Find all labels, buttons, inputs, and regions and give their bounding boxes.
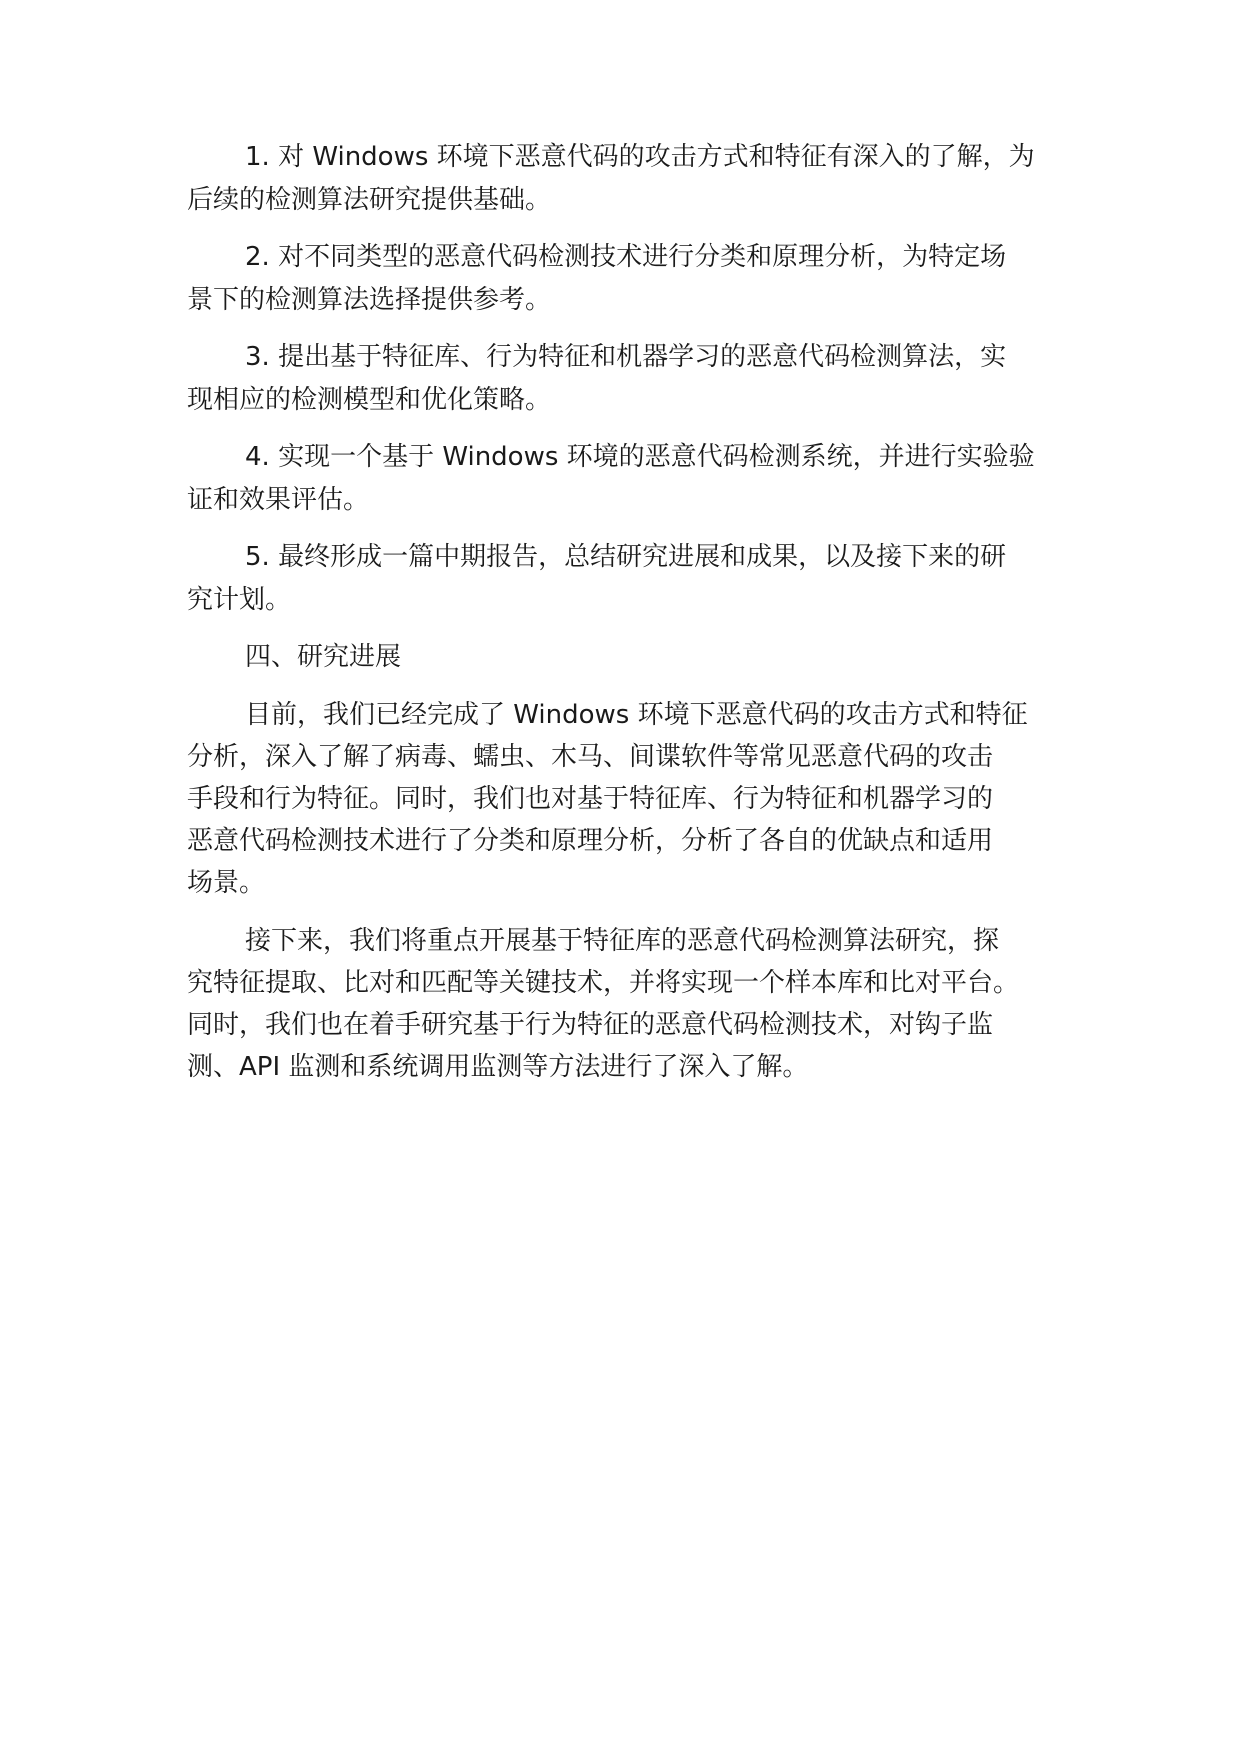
goal-3-line-2: 现相应的检测模型和优化策略。 xyxy=(187,385,552,415)
goal-3-line-1: 3. 提出基于特征库、行为特征和机器学习的恶意代码检测算法，实 xyxy=(245,342,1007,372)
progress-next-line-1: 接下来，我们将重点开展基于特征库的恶意代码检测算法研究，探 xyxy=(245,926,1000,956)
progress-current-line-3: 手段和行为特征。同时，我们也对基于特征库、行为特征和机器学习的 xyxy=(187,784,994,814)
goal-5-line-2: 究计划。 xyxy=(187,585,292,615)
goal-5-line-1: 5. 最终形成一篇中期报告，总结研究进展和成果，以及接下来的研 xyxy=(245,542,1007,572)
goal-4-line-2: 证和效果评估。 xyxy=(187,485,370,515)
progress-next-line-4: 测、API 监测和系统调用监测等方法进行了深入了解。 xyxy=(187,1052,809,1082)
progress-current-line-5: 场景。 xyxy=(187,868,266,898)
goal-1-line-2: 后续的检测算法研究提供基础。 xyxy=(187,185,552,215)
progress-current-line-4: 恶意代码检测技术进行了分类和原理分析，分析了各自的优缺点和适用 xyxy=(187,826,994,856)
progress-next-line-2: 究特征提取、比对和匹配等关键技术，并将实现一个样本库和比对平台。 xyxy=(187,968,1020,998)
goal-1-line-1: 1. 对 Windows 环境下恶意代码的攻击方式和特征有深入的了解，为 xyxy=(245,142,1035,172)
goal-2-line-2: 景下的检测算法选择提供参考。 xyxy=(187,285,552,315)
section-heading: 四、研究进展 xyxy=(245,642,402,672)
progress-current-line-1: 目前，我们已经完成了 Windows 环境下恶意代码的攻击方式和特征 xyxy=(245,700,1028,730)
progress-current-line-2: 分析，深入了解了病毒、蠕虫、木马、间谍软件等常见恶意代码的攻击 xyxy=(187,742,994,772)
goal-2-line-1: 2. 对不同类型的恶意代码检测技术进行分类和原理分析，为特定场 xyxy=(245,242,1007,272)
goal-4-line-1: 4. 实现一个基于 Windows 环境的恶意代码检测系统，并进行实验验 xyxy=(245,442,1035,472)
progress-next-line-3: 同时，我们也在着手研究基于行为特征的恶意代码检测技术，对钩子监 xyxy=(187,1010,994,1040)
